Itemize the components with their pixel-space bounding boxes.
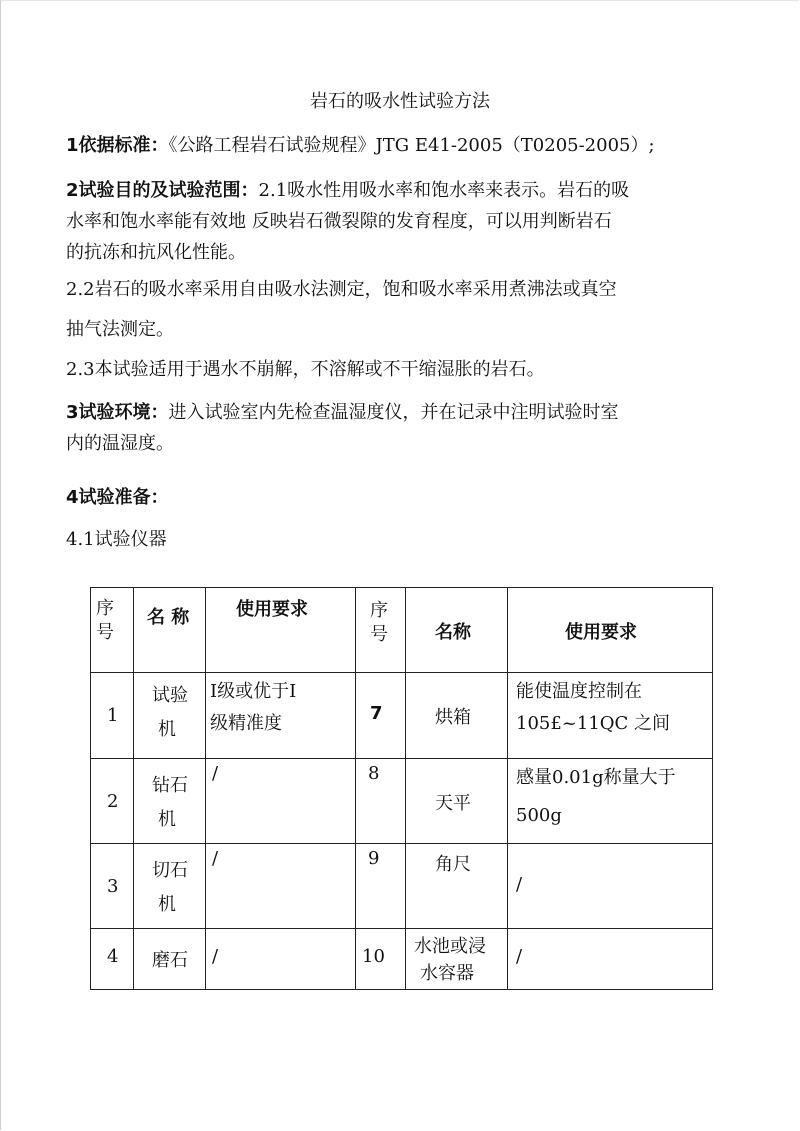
table-header-row <box>91 588 713 673</box>
row2-no-a: 2 <box>107 791 119 812</box>
row2-name-a-line1: 钻石 <box>152 775 188 796</box>
row3-name-a-line2: 机 <box>158 894 176 915</box>
row4-req-b: / <box>516 946 523 967</box>
row4-name-b-line1: 水池或浸 <box>414 936 486 957</box>
row2-name-a-line2: 机 <box>158 809 176 830</box>
header-name-a-text: 名 称 <box>147 607 190 628</box>
row3-name-b: 角尺 <box>435 854 471 875</box>
row4-name-a: 磨石 <box>152 950 188 971</box>
section-1-label: 1依据标准： <box>66 135 169 156</box>
header-no-a-line1: 序 <box>96 598 114 619</box>
header-no-b <box>356 588 406 673</box>
row1-name-b: 烘箱 <box>435 707 471 728</box>
row1-req-b-line2: 105£~11QC 之间 <box>516 713 671 734</box>
section-2-line1: 2.1吸水性用吸水率和饱水率来表示。岩石的吸 <box>258 180 630 201</box>
section-1 <box>66 130 746 161</box>
row3-name-a-line1: 切石 <box>152 860 188 881</box>
row2-req-b-line1: 感量0.01g称量大于 <box>516 767 676 788</box>
header-req-a <box>206 588 356 673</box>
section-1-text: 《公路工程岩石试验规程》JTG E41-2005（T0205-2005）; <box>168 135 655 156</box>
section-3-line2: 内的温湿度。 <box>66 433 174 454</box>
row1-no-a: 1 <box>107 705 119 726</box>
section-3-label: 3试验环境： <box>66 402 169 423</box>
header-no-b-line2: 号 <box>370 624 388 645</box>
paragraph-4-1: 4.1试验仪器 <box>66 529 167 550</box>
header-name-b-text: 名称 <box>435 622 471 643</box>
section-2-label: 2试验目的及试验范围： <box>66 180 259 201</box>
table-row <box>91 844 713 929</box>
header-req-b <box>508 588 713 673</box>
section-2-line2: 水率和饱水率能有效地 反映岩石微裂隙的发育程度，可以用判断岩石 <box>66 211 612 232</box>
section-2 <box>66 175 746 268</box>
header-req-a-text: 使用要求 <box>236 599 308 620</box>
section-4-label: 4试验准备： <box>66 487 169 508</box>
row4-req-a: / <box>212 946 219 967</box>
instrument-table <box>90 587 713 990</box>
row3-no-b: 9 <box>368 848 380 869</box>
header-req-b-text: 使用要求 <box>565 622 637 643</box>
row1-name-a-line1: 试验 <box>152 685 188 706</box>
row2-no-b: 8 <box>368 763 380 784</box>
row4-no-a: 4 <box>107 946 119 967</box>
paragraph-2-2-line1: 2.2岩石的吸水率采用自由吸水法测定，饱和吸水率采用煮沸法或真空 <box>66 279 617 300</box>
header-no-a <box>91 588 134 673</box>
row1-no-b: 7 <box>370 703 383 724</box>
row1-req-b-line1: 能使温度控制在 <box>516 681 642 702</box>
row3-req-b: / <box>516 874 523 895</box>
document-title: 岩石的吸水性试验方法 <box>310 91 490 112</box>
row1-req-a-line1: I级或优于I <box>210 681 297 702</box>
row4-no-b: 10 <box>362 946 385 967</box>
row3-req-a: / <box>212 848 219 869</box>
row4-name-b-line2: 水容器 <box>420 963 474 984</box>
header-no-b-line1: 序 <box>370 600 388 621</box>
section-3-line1: 进入试验室内先检查温湿度仪，并在记录中注明试验时室 <box>168 402 619 423</box>
row1-name-a-line2: 机 <box>158 719 176 740</box>
header-name-a <box>134 588 206 673</box>
row3-no-a: 3 <box>107 876 119 897</box>
paragraph-2-3: 2.3本试验适用于遇水不崩解，不溶解或不干缩湿胀的岩石。 <box>66 359 545 380</box>
header-name-b <box>406 588 508 673</box>
table-row <box>91 929 713 990</box>
section-3 <box>66 397 746 459</box>
table-row <box>91 759 713 844</box>
row2-name-b: 天平 <box>435 793 471 814</box>
row1-req-a-line2: 级精准度 <box>210 713 282 734</box>
table-row <box>91 673 713 759</box>
header-no-a-line2: 号 <box>96 622 114 643</box>
section-2-line3: 的抗冻和抗风化性能。 <box>66 242 246 263</box>
row2-req-b-line2: 500g <box>516 805 562 826</box>
paragraph-2-2-line2: 抽气法测定。 <box>66 319 174 340</box>
row2-req-a: / <box>212 763 219 784</box>
paragraph-2-2 <box>66 270 746 350</box>
